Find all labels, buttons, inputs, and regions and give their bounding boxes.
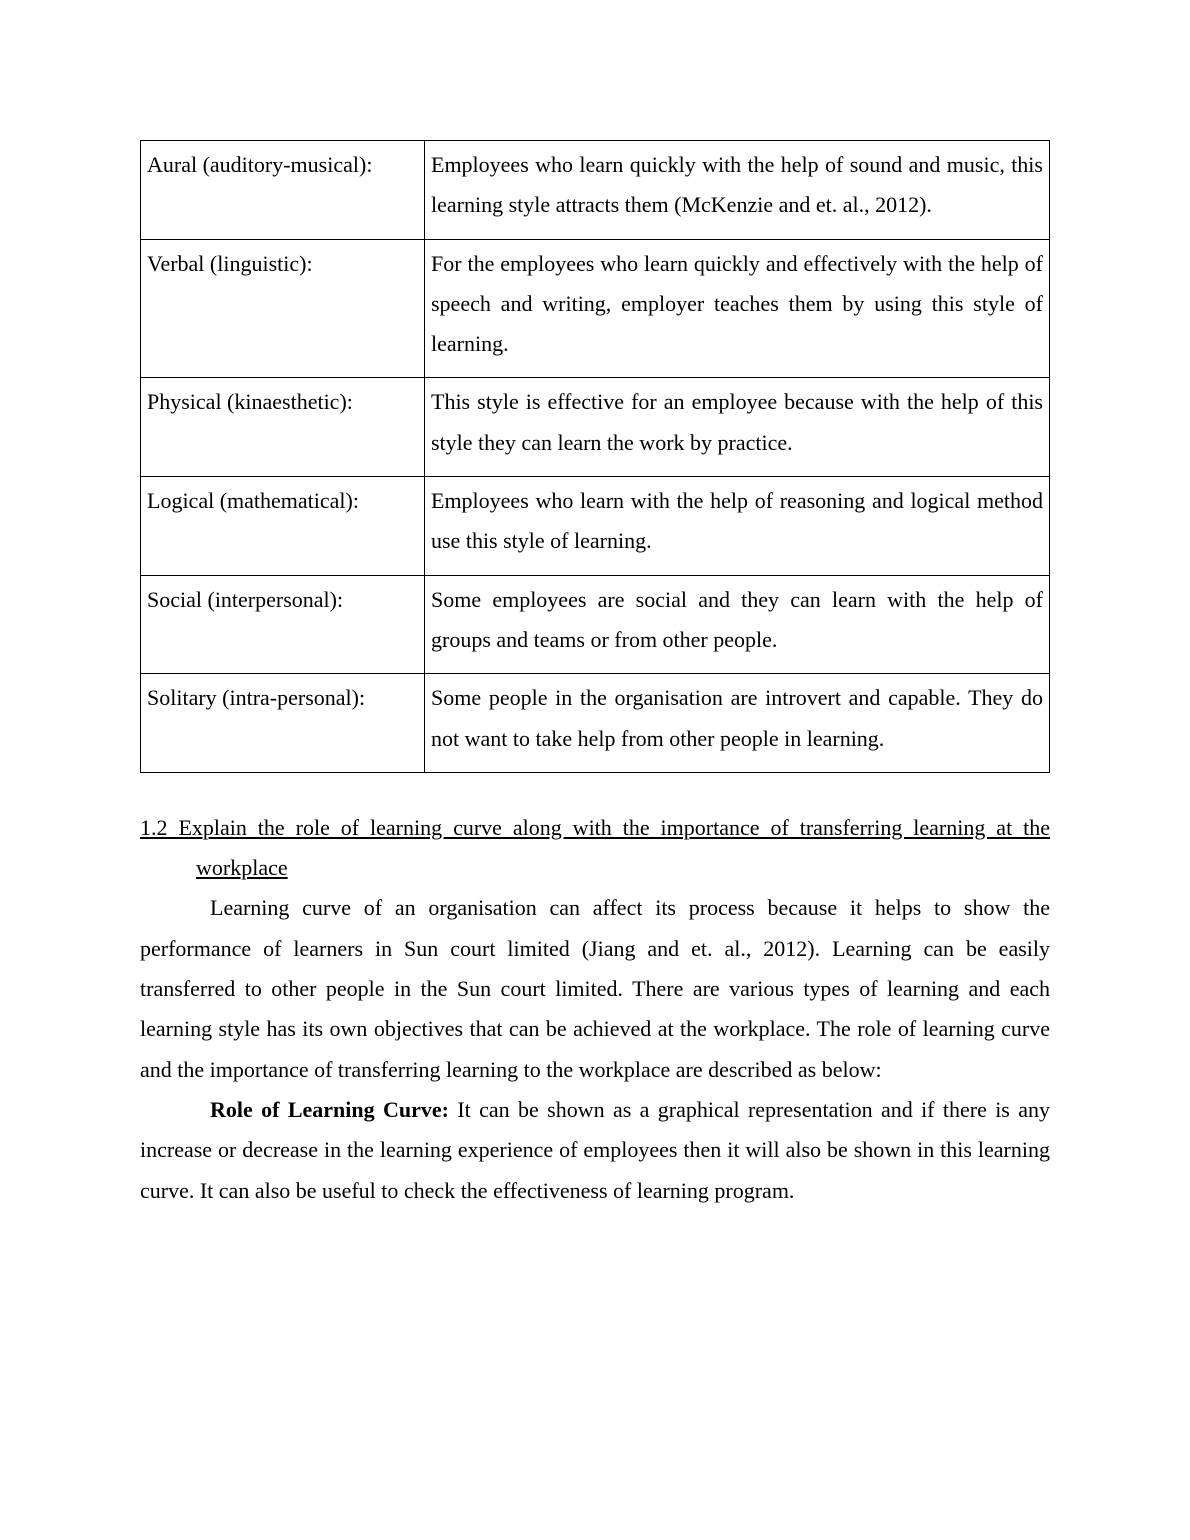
- paragraph-role-of-learning-curve: [140, 1090, 1050, 1211]
- document-page: [140, 140, 1050, 1211]
- paragraph-label: Role of Learning Curve:: [210, 1096, 449, 1122]
- table-row: [141, 575, 1050, 674]
- learning-style-name: Solitary (intra-personal):: [141, 674, 425, 773]
- learning-style-description: Employees who learn quickly with the help of sound and music, this learning style attracts them (McKenzie and et. al., 2012).: [425, 141, 1050, 240]
- table-row: [141, 378, 1050, 477]
- section-heading-line2: workplace: [196, 855, 288, 881]
- learning-style-description: Some employees are social and they can learn with the help of groups and teams or from other people.: [425, 575, 1050, 674]
- paragraph-learning-curve-intro: Learning curve of an organisation can affect its process because it helps to show the performance of learners in Sun court limited (Jiang and et. al., 2012). Learning can be easily transferred to other people in the Sun court limited. There are various types of learning and each learning style has its own objectives that can be achieved at the workplace. The role of learning curve and the importance of transferring learning to the workplace are described as below:: [140, 895, 1050, 1082]
- learning-style-name: Logical (mathematical):: [141, 477, 425, 576]
- learning-style-description: Some people in the organisation are introvert and capable. They do not want to take help from other people in learning.: [425, 674, 1050, 773]
- table-row: [141, 239, 1050, 378]
- learning-style-name: Verbal (linguistic):: [141, 239, 425, 378]
- table-row: [141, 477, 1050, 576]
- learning-style-description: For the employees who learn quickly and effectively with the help of speech and writing, employer teaches them by using this style of learning.: [425, 239, 1050, 378]
- section-heading: [140, 808, 1050, 889]
- learning-style-name: Aural (auditory-musical):: [141, 141, 425, 240]
- learning-style-name: Physical (kinaesthetic):: [141, 378, 425, 477]
- section-heading-line1: 1.2 Explain the role of learning curve along with the importance of transferring learning at the: [140, 814, 1050, 840]
- paragraph-text: It can be shown as a graphical representation and if there is any increase or decrease in the learning experience of employees then it will also be shown in this learning curve. It can also be useful to check the effectiveness of learning program.: [140, 1096, 1050, 1203]
- learning-style-name: Social (interpersonal):: [141, 575, 425, 674]
- learning-style-description: This style is effective for an employee because with the help of this style they can learn the work by practice.: [425, 378, 1050, 477]
- table-row: [141, 674, 1050, 773]
- learning-style-description: Employees who learn with the help of reasoning and logical method use this style of learning.: [425, 477, 1050, 576]
- table-row: [141, 141, 1050, 240]
- learning-styles-table: [140, 140, 1050, 773]
